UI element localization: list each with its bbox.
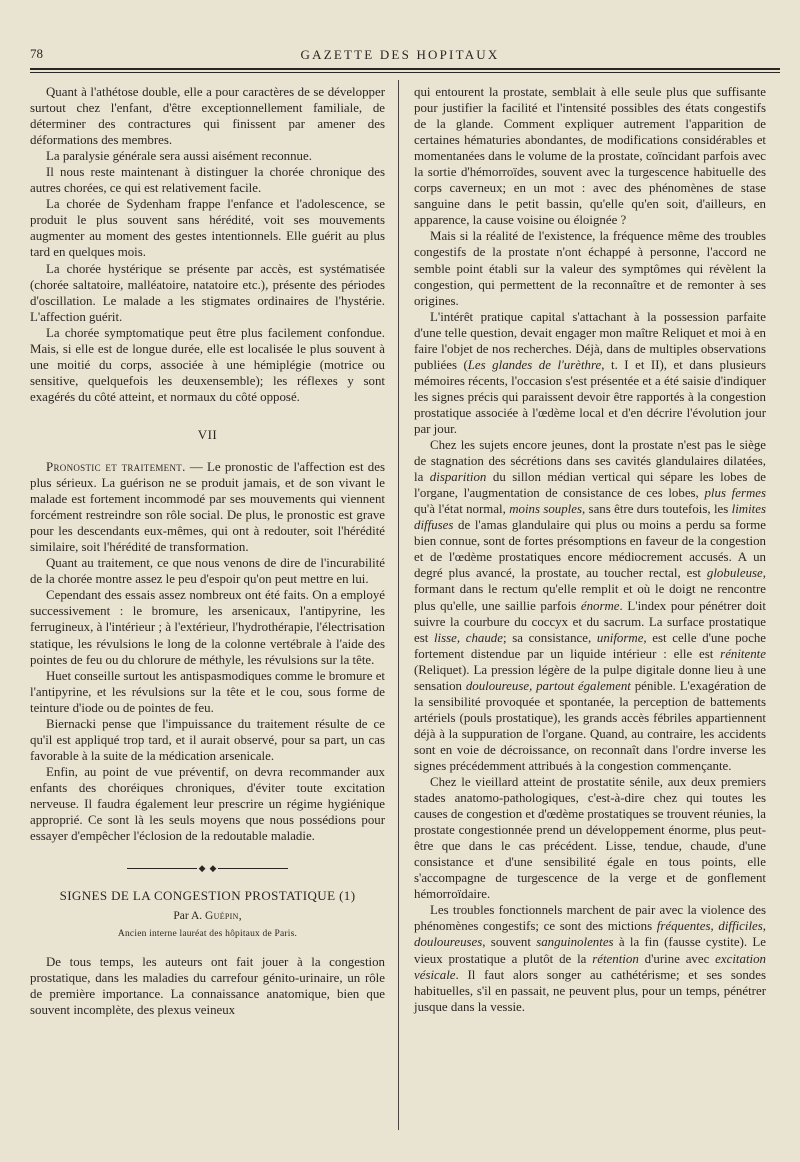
paragraph: Il nous reste maintenant à distinguer la chorée chronique des autres chorées, ce qui est relativement facile. <box>30 165 385 196</box>
italic-term: plus fermes <box>704 486 767 501</box>
section-number: VII <box>197 426 218 442</box>
italic-term: rénitente <box>720 646 766 661</box>
header-rule-thin <box>30 72 780 73</box>
paragraph <box>414 309 766 437</box>
section-lead: Pronostic et traitement. <box>46 459 186 474</box>
paragraph: De tous temps, les auteurs ont fait jouer à la congestion prostatique, dans les maladies du carrefour génito-urinaire, un rôle de première importance. La connaissance anatomique, bien que souvent incomplète, des plexus veineux <box>30 954 385 1017</box>
paragraph: Chez le vieillard atteint de prostatite sénile, aux deux premiers stades anatomo-pathologiques, c'est-à-dire chez qui toutes les causes de congestion et d'œdème prostatiques se trouvent réunies, la prostate congestionnée prend un développement énorme, plus peut-être que dans le cas précédent. Lisse, tendue, chaude, d'une consistance et d'une sensibilité égale en tous points, elle s'accompagne de turgescence de la verge et de gonflement hémorroïdaire. <box>414 775 766 902</box>
article-title: SIGNES DE LA CONGESTION PROSTATIQUE (1) <box>59 888 356 904</box>
text-run: de l'amas glandulaire qui plus ou moins a perdu sa forme bien connue, sont de fortes présomptions en faveur de la congestion et de l'œdème prostatiques encore médiocrement accusés. A un degré plus avancé, la prostate, au toucher rectal, est <box>414 518 766 581</box>
text-run: (Reliquet). La pression légère de la pulpe digitale donne lieu à une sensation <box>414 662 766 693</box>
author-name: Guépin <box>205 909 239 922</box>
byline-prefix: Par A. <box>173 909 206 922</box>
left-column <box>30 84 385 1018</box>
text-run: Les troubles fonctionnels marchent de pair avec la violence des phénomènes congestifs; ce sont des mictions <box>414 903 766 934</box>
italic-term: énorme <box>580 598 620 613</box>
italic-term: rétention <box>592 951 639 966</box>
paragraph: La paralysie générale sera aussi aisément reconnue. <box>46 149 312 164</box>
paragraph: La chorée symptomatique peut être plus facilement confondue. Mais, si elle est de longue durée, elle est localisée le plus souvent à une moitié du corps, associée à une hémiplégie (motrice ou sensitive, quelquefois les deuxensemble); les réflexes y sont exagérés du côté atteint, et normaux du côté opposé. <box>30 325 385 404</box>
paragraph: La chorée de Sydenham frappe l'enfance et l'adolescence, se produit le plus souvent sans hérédité, voit ses mouvements augmenter au moment des gestes intentionnels. Elle guérit au plus tard en quelques mois. <box>30 197 385 260</box>
italic-term: limites diffuses <box>414 502 766 533</box>
author-affiliation: Ancien interne lauréat des hôpitaux de Paris. <box>117 928 298 939</box>
text-run: ; sa consistance, <box>502 630 597 645</box>
italic-term: globuleuse <box>706 566 763 581</box>
text-run: L'intérêt pratique capital s'attachant à la possession parfaite d'une telle question, devait engager mon maître Reliquet et moi à en faire l'objet de nos recherches. Déjà, dans de multiples observations publiées ( <box>414 309 766 372</box>
text-run: du sillon médian vertical qui sépare les lobes de l'organe, l'augmentation de consistance de ces lobes, <box>414 470 766 501</box>
text-run: Chez les sujets encore jeunes, dont la prostate n'est pas le siège de stagnation des sécrétions dans ses cavités glandulaires dilatées, la <box>414 438 766 485</box>
running-title: GAZETTE DES HOPITAUX <box>300 47 500 62</box>
text-run: , t. I et II), et dans plusieurs mémoires récents, l'occasion s'est présentée et a été saisie d'indiquer les signes précis qui paraissent devoir être rapportés à la congestion prostatique associée à l'œdème local et d'en décrire l'évolution jour par jour. <box>414 357 766 436</box>
italic-term: disparition <box>429 470 487 485</box>
text-run: , sans être durs toutefois, les <box>582 502 732 517</box>
paragraph <box>414 902 766 1014</box>
italic-term: fréquentes, difficiles, douloureuses <box>414 919 766 950</box>
text-run: d'urine avec <box>638 951 716 966</box>
italic-term: douloureuse, partout également <box>465 678 631 693</box>
paragraph: Biernacki pense que l'impuissance du traitement résulte de ce qu'il est appliqué trop tard, et il aurait observé, pour sa part, un cas favorable à la suite de la médication arsenicale. <box>30 716 385 763</box>
italic-term: lisse, chaude <box>433 630 503 645</box>
text-run: , est celle d'une poche fortement distendue par un liquide intérieur : elle est <box>414 630 767 661</box>
italic-term: moins souples <box>509 502 582 517</box>
section-text: — Le pronostic de l'affection est des plus sérieux. La guérison ne se produit jamais, et de son vivant le malade est fortement incommodé par ses mouvements qui viennent forcément restreindre son rôle social. De plus, le pronostic est grave pour les descendants eux-mêmes, qui ont à redouter, soit l'hérédité similaire, soit l'hérédité de transformation. <box>30 459 385 555</box>
text-run: . Il faut alors songer au cathétérisme; et ses sondes habituelles, s'il en passait, ne peuvent plus, pour un temps, pénétrer jusque dans la vessie. <box>414 967 766 1014</box>
paragraph <box>30 459 385 555</box>
byline <box>30 908 385 924</box>
header-rule-thick <box>30 68 780 70</box>
text-run: à la fin (fausse cystite). Le vieux prostatique a plutôt de la <box>414 935 766 966</box>
text-run: , souvent <box>482 935 537 950</box>
text-run: qu'à l'état normal, <box>414 502 510 517</box>
paragraph: Huet conseille surtout les antispasmodiques comme le bromure et l'antipyrine, et les révulsions sur la tête et le cou, sous forme de teinture d'iode ou de pointes de feu. <box>30 668 385 715</box>
italic-term: uniforme <box>596 630 644 645</box>
byline-suffix: , <box>238 909 242 922</box>
text-run: . L'index pour pénétrer doit suivre la courbure du coccyx et du sacrum. La surface prostatique est <box>414 598 766 645</box>
ornament-divider: ◆ ◆ <box>30 860 385 876</box>
paragraph: qui entourent la prostate, semblait à elle seule plus que suffisante pour justifier la facilité et l'intensité possibles des états congestifs de la glande. Comment expliquer autrement l'apparition de certaines hématuries abondantes, de modifications considérables et momentanées dans le volume de la prostate, coïncidant parfois avec la sortie d'hémorroïdes, souvent avec la turgescence habituelle des corps caverneux; en un mot : avec des phénomènes de stase sanguine dans le petit bassin, qu'elle qu'en soit, d'ailleurs, en apparence, la cause voisine ou éloignée ? <box>414 85 766 228</box>
paragraph: Enfin, au point de vue préventif, on devra recommander aux enfants des choréiques chroniques, d'éviter toute excitation nerveuse. Il faudra également leur prescrire un régime hygiénique approprié. Ce sont là les seuls moyens que nous possédions pour essayer d'empêcher l'éclosion de la redoutable maladie. <box>30 764 385 844</box>
paragraph: Mais si la réalité de l'existence, la fréquence même des troubles congestifs de la prostate n'ont échappé à personne, l'accord ne semble point établi sur la valeur des symptômes qui révèlent la congestion, qui permettent de la reconnaître et de remonter à ses origines. <box>414 229 766 308</box>
italic-term: excitation vésicale <box>414 951 766 982</box>
paragraph: Quant au traitement, ce que nous venons de dire de l'incurabilité de la chorée montre assez le peu d'espoir qu'on peut mettre en lui. <box>30 556 385 587</box>
right-column <box>414 84 766 1015</box>
page-number: 78 <box>30 46 43 61</box>
paragraph: Cependant des essais assez nombreux ont été faits. On a employé successivement : le bromure, les arsenicaux, l'antipyrine, les ferrugineux, à l'intérieur ; à l'extérieur, l'hydrothérapie, l'électrisation statique, les révulsions le long de la colonne vertébrale à l'aide des pointes de feu ou du chlorure de méthyle, les révulsions sur la tête. <box>30 588 385 667</box>
paragraph <box>414 437 766 774</box>
column-divider <box>398 80 399 1130</box>
text-run: pénible. L'exagération de la sensibilité provoquée et spontanée, la perception de battements artériels (pouls prostatique), les grands accès fébriles appartiennent déjà à la suppuration de l'organe. Quand, au contraire, les accidents sont en voie de décroissance, on reconnaît dans l'ordre inverse les signes précédemment attribués à la congestion commençante. <box>414 678 766 773</box>
paragraph: La chorée hystérique se présente par accès, est systématisée (chorée saltatoire, malléatoire, natatoire etc.), présente des périodes d'oscillation. Le malade a les stigmates ordinaires de l'hystérie. L'affection guérit. <box>30 261 385 324</box>
text-run: , formant dans le rectum qu'elle remplit et où le doigt ne rencontre plus qu'elle, une saillie parfois <box>414 566 766 613</box>
italic-term: sanguinolentes <box>536 935 614 950</box>
italic-title: Les glandes de l'urèthre <box>467 357 602 372</box>
paragraph: Quant à l'athétose double, elle a pour caractères de se développer surtout chez l'enfant, d'être exceptionnellement familiale, de déterminer des contractures qui finissent par amener des déformations des membres. <box>30 85 385 148</box>
